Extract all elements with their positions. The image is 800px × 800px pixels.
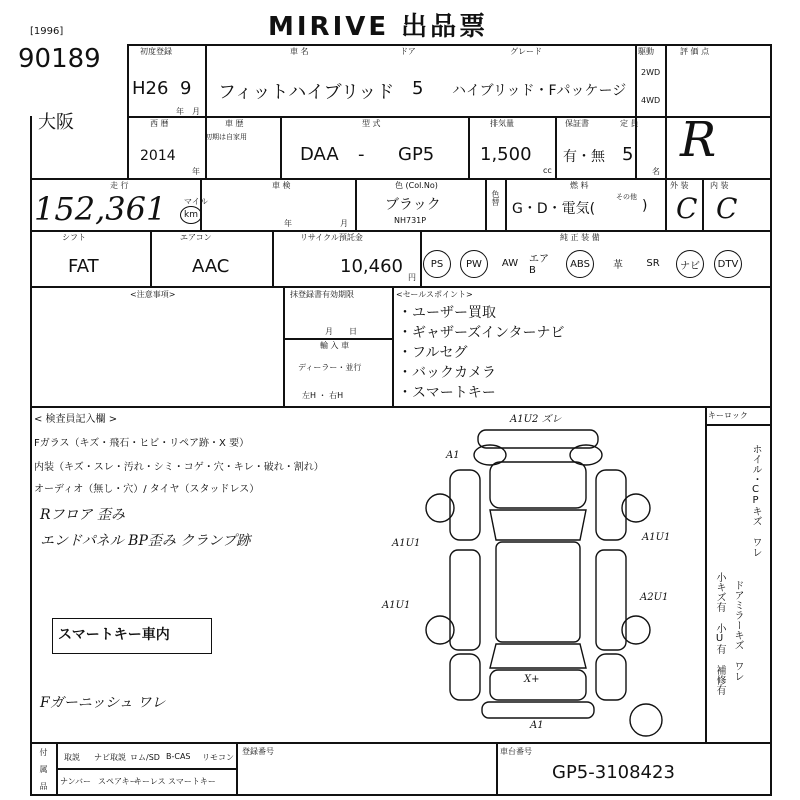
warranty-value: 有・無 (563, 149, 605, 165)
displacement-value: 1,500 (480, 144, 532, 165)
drive-4wd: 4WD (641, 96, 661, 105)
deregistration-label: 抹登録書有効期限 (290, 290, 354, 299)
chassis-number: GP5-3108423 (552, 762, 675, 783)
inspection-month-unit: 月 (340, 219, 348, 228)
inspector-hand-2: エンドパネル BP歪み クランプ跡 (40, 533, 251, 549)
drive-2wd: 2WD (641, 68, 661, 77)
inspector-line-2: 内装（キズ・スレ・汚れ・シミ・コゲ・穴・キレ・破れ・割れ） (34, 462, 324, 473)
notes-label: <注意事項> (130, 290, 176, 299)
score-value: R (680, 112, 717, 168)
mark-top: A1U2 ズレ (510, 414, 562, 425)
equipment-item: 革 (613, 259, 623, 271)
left-front-fender (450, 470, 480, 540)
accessory-item: ロム/SD (130, 753, 160, 762)
left-doors (450, 550, 480, 650)
interior-grade: C (716, 192, 738, 225)
type-label: 型 式 (362, 119, 381, 128)
year-unit: 年 (176, 107, 184, 116)
accessory-item: ナンバー (60, 777, 92, 786)
spare-tire (630, 704, 662, 736)
lot-number: 90189 (18, 44, 101, 74)
inspection-label: 車 検 (272, 181, 291, 190)
sales-point-item: ・フルセグ (398, 345, 468, 361)
color-code: NH731P (394, 216, 427, 225)
mileage-unit: km (180, 206, 202, 224)
equipment-item: AW (501, 257, 519, 269)
chassis-label: 車台番号 (500, 747, 532, 756)
page-title: MIRIVE 出品票 (268, 12, 489, 42)
vertical-note-1: ホイル・CPキズ ワレ (750, 444, 761, 557)
accessory-item: スペアキー (98, 777, 138, 786)
fuel-close: ) (642, 198, 648, 214)
aircon-label: エアコン (180, 233, 212, 242)
year-code: [1996] (30, 26, 64, 37)
car-name-label: 車 名 (290, 47, 309, 56)
accessory-item: ナビ取説 (94, 753, 126, 762)
displacement-label: 排気量 (490, 119, 514, 128)
type-dash: - (358, 144, 365, 165)
sales-point-item: ・バックカメラ (398, 365, 496, 381)
car-name: フィットハイブリッド (218, 82, 395, 103)
vertical-note-2: ドアミラーキズ ワレ (732, 580, 743, 681)
shift-value: FAT (68, 256, 99, 277)
inspector-hand-3: Fガーニッシュ ワレ (40, 695, 166, 711)
inspector-line-1: Fガラス（キズ・飛石・ヒビ・リペア跡・X 要） (34, 438, 250, 449)
sales-point-item: ・ギャザーズインターナビ (398, 325, 565, 341)
drive-label: 駆動 (638, 47, 654, 56)
sales-point-item: ・スマートキー (398, 385, 496, 401)
first-reg-label: 初度登録 (140, 47, 172, 56)
aircon-value: AAC (192, 256, 230, 277)
accessories-label: 付 属 品 (39, 748, 48, 790)
western-year: 2014 (140, 148, 176, 164)
accessory-item: リモコン (202, 753, 234, 762)
mark-bottom: A1 (530, 720, 544, 731)
grade-label: グレード (510, 47, 542, 56)
import-label: 輸 入 車 (320, 341, 350, 350)
mark-left-mid: A1U1 (392, 538, 421, 549)
right-front-fender (596, 470, 626, 540)
fuel-other: その他 (616, 193, 637, 201)
mileage-value: 152,361 (34, 190, 167, 228)
color-change: 色替 (491, 190, 500, 206)
mark-right-mid: A1U1 (642, 532, 671, 543)
equipment-item: SR (646, 257, 660, 269)
right-rear-fender (596, 654, 626, 700)
mark-a1-top: A1 (446, 450, 460, 461)
keylock-label: キーロック (708, 411, 748, 420)
exterior-grade: C (676, 192, 698, 225)
grade-value: ハイブリッド・Fパッケージ (452, 83, 627, 99)
mileage-label: 走 行 (110, 181, 129, 190)
deregistration-date: 月 日 (325, 327, 357, 336)
rear-bumper (482, 702, 594, 718)
inspector-line-3: オーディオ（無し・穴）/ タイヤ（スタッドレス） (34, 484, 260, 495)
inspection-year-unit: 年 (284, 219, 292, 228)
smartkey-note: スマートキー車内 (58, 627, 170, 643)
registration-label: 登録番号 (242, 747, 274, 756)
month-unit: 月 (192, 107, 200, 116)
mark-right-low: A2U1 (640, 592, 669, 603)
equipment-item: エアB (529, 254, 549, 276)
windshield (490, 510, 586, 540)
persons-unit: 名 (652, 167, 660, 176)
vertical-note-3: 小キズ有 小U有 補修有 (714, 572, 725, 695)
history-label: 車 歴 (225, 119, 244, 128)
history-notes: 初期は自家用 (205, 133, 247, 141)
type-code: GP5 (398, 144, 435, 165)
accessory-item: スマートキー (168, 777, 216, 786)
color-name: ブラック (385, 197, 441, 213)
equipment-item: PW (460, 250, 488, 278)
equipment-item: ABS (566, 250, 594, 278)
shift-label: シフト (62, 233, 86, 242)
yen-unit: 円 (408, 273, 416, 282)
western-year-unit: 年 (192, 167, 200, 176)
cc-unit: cc (543, 166, 552, 175)
left-rear-fender (450, 654, 480, 700)
equipment-label: 純 正 装 備 (560, 233, 600, 242)
inspector-label: < 検査員記入欄 > (34, 414, 118, 425)
roof (496, 542, 580, 642)
capacity-label: 定 員 (620, 119, 639, 128)
score-label: 評 価 点 (680, 47, 710, 56)
mark-left-low: A1U1 (382, 600, 411, 611)
equipment-item: ナビ (676, 250, 704, 278)
recycle-label: リサイクル預託金 (300, 233, 363, 242)
inspector-hand-1: Rフロア 歪み (40, 507, 125, 523)
fuel-value: G・D・電気( (512, 201, 596, 217)
import-dealer: ディーラー・並行 (298, 363, 362, 372)
right-doors (596, 550, 626, 650)
import-handle: 左H ・ 右H (302, 391, 344, 400)
color-label: 色 (Col.No) (395, 181, 438, 190)
western-label: 西 暦 (150, 119, 169, 128)
equipment-item: PS (423, 250, 451, 278)
first-reg-year: H26 (132, 78, 169, 99)
exterior-label: 外 装 (670, 181, 689, 190)
mileage-mile: マイル (184, 197, 208, 206)
accessory-item: キーレス (134, 777, 166, 786)
mark-rear: X+ (524, 674, 540, 685)
doors-label: ドア (400, 47, 416, 56)
first-reg-month: 9 (180, 78, 192, 99)
warranty-label: 保証書 (565, 119, 589, 128)
hood (490, 462, 586, 508)
sales-point-item: ・ユーザー買取 (398, 305, 496, 321)
sales-points-label: <セールスポイント> (396, 290, 473, 299)
interior-label: 内 装 (710, 181, 729, 190)
capacity-value: 5 (622, 144, 634, 165)
recycle-value: 10,460 (340, 256, 403, 277)
type-prefix: DAA (300, 144, 339, 165)
fuel-label: 燃 料 (570, 181, 589, 190)
doors-value: 5 (412, 78, 424, 99)
accessory-item: 取説 (64, 753, 80, 762)
rear-glass (490, 644, 586, 668)
location: 大阪 (38, 112, 74, 133)
accessory-item: B-CAS (166, 752, 191, 761)
equipment-item: DTV (714, 250, 742, 278)
